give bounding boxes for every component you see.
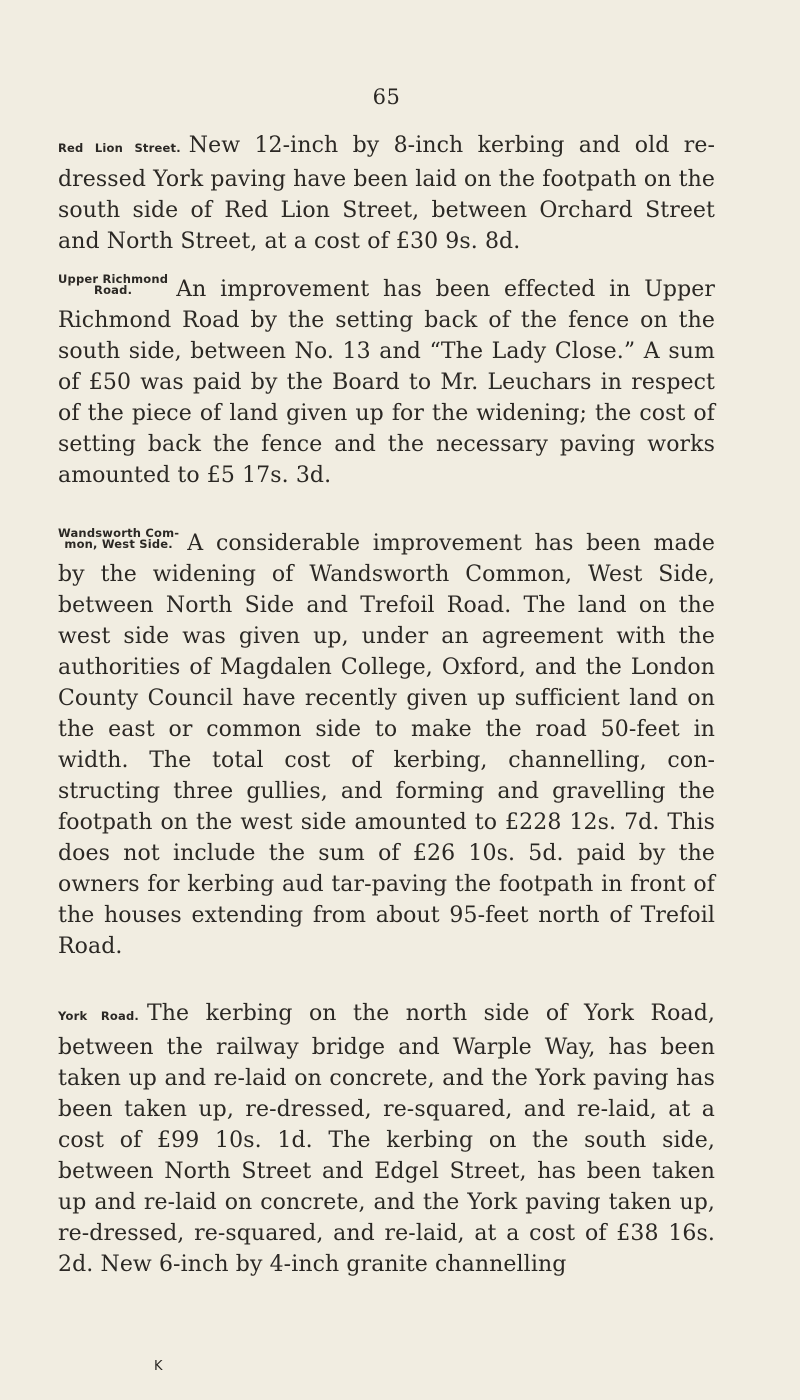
paragraph-upper-richmond-road: An improvement has been effected in Upper Richmond Road by the setting back of the fence on the south side, between No. 13 and “The Lady Close.” A sum of £50 was paid by the Board to Mr. Leuchars in respect of the piece of land given up for the widening; the cost of setting back the fence and the necessary paving works amounted to £5 17s. 3d. <box>58 277 715 488</box>
page-number: 65 <box>372 85 401 109</box>
section-red-lion-street <box>58 130 715 257</box>
section-york-road <box>58 998 715 1280</box>
section-wandsworth-common-west-side <box>58 528 715 962</box>
side-label-upper-richmond-road <box>58 274 168 296</box>
side-label-red-lion-street: Red Lion Street. <box>58 141 181 155</box>
paragraph-york-road: The kerbing on the north side of York Road, between the railway bridge and Warple Way, has been taken up and re-laid on concrete, and the York paving has been taken up, re-dressed, re-squared, and re-laid, at a cost of £99 10s. 1d. The kerbing on the south side, between North Street and Edgel Street, has been taken up and re-laid on concrete, and the York paving taken up, re-dressed, re-squared, and re-laid, at a cost of £38 16s. 2d. New 6-inch by 4-inch granite channelling <box>58 1001 715 1277</box>
side-label-line: Upper Richmond <box>58 272 169 286</box>
side-label-line: Wandsworth Com- <box>58 526 180 540</box>
side-label-line: mon, West Side. <box>64 537 173 551</box>
side-label-wandsworth-common <box>58 528 179 550</box>
signature-mark: K <box>154 1359 163 1374</box>
paragraph-red-lion-street: New 12-inch by 8-inch kerbing and old re-dressed York paving have been laid on the footpath on the south side of Red Lion Street, between Orchard Street and North Street, at a cost of £30 9s. 8d. <box>58 133 715 254</box>
side-label-line: Road. <box>94 283 133 297</box>
section-upper-richmond-road <box>58 274 715 491</box>
side-label-york-road: York Road. <box>58 1009 139 1023</box>
paragraph-wandsworth-common: A considerable improvement has been made by the widening of Wandsworth Common, West Side, between North Side and Trefoil Road. The land on the west side was given up, under an agreement with the authorities of Magdalen College, Oxford, and the London County Council have recently given up sufficient land on the east or common side to make the road 50-feet in width. The total cost of kerbing, channelling, con-structing three gullies, and forming and gravelling the footpath on the west side amounted to £228 12s. 7d. This does not include the sum of £26 10s. 5d. paid by the owners for kerbing aud tar-paving the footpath in front of the houses extending from about 95-feet north of Trefoil Road. <box>58 531 715 959</box>
